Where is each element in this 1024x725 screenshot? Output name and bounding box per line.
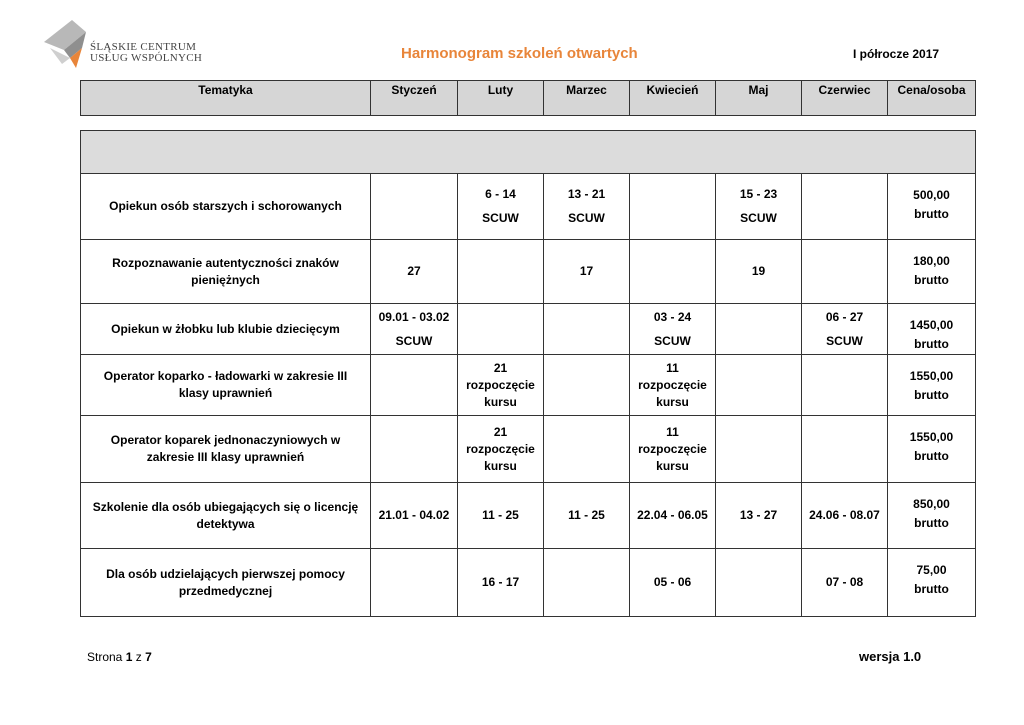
date-text: 06 - 27 bbox=[825, 309, 864, 324]
date-text: 13 - 27 bbox=[739, 508, 778, 522]
price-cell bbox=[888, 549, 976, 617]
date-text: 19 bbox=[751, 264, 766, 278]
month-cell bbox=[802, 174, 888, 240]
month-cell bbox=[716, 304, 802, 355]
topic-cell: Opiekun osób starszych i schorowanych bbox=[81, 174, 371, 240]
price-cell bbox=[888, 174, 976, 240]
month-cell bbox=[802, 416, 888, 483]
month-cell bbox=[371, 549, 458, 617]
date-text: 09.01 - 03.02 bbox=[378, 309, 450, 324]
price-unit: brutto bbox=[914, 207, 949, 221]
month-cell bbox=[544, 174, 630, 240]
price-cell bbox=[888, 240, 976, 304]
date-text: 21 bbox=[493, 424, 508, 439]
col-header-apr: Kwiecień bbox=[630, 81, 716, 116]
document-title: Harmonogram szkoleń otwartych bbox=[401, 45, 638, 62]
month-cell bbox=[544, 304, 630, 355]
table-row bbox=[81, 483, 976, 549]
month-cell bbox=[371, 416, 458, 483]
month-cell bbox=[458, 416, 544, 483]
table-row bbox=[81, 174, 976, 240]
column-header-table bbox=[80, 80, 976, 116]
price-value: 1550,00 bbox=[909, 369, 954, 383]
month-cell bbox=[371, 483, 458, 549]
month-cell bbox=[458, 355, 544, 416]
date-text: 24.06 - 08.07 bbox=[809, 508, 880, 522]
topic-cell: Operator koparek jednonaczyniowych w zakresie III klasy uprawnień bbox=[81, 416, 371, 483]
month-cell bbox=[716, 174, 802, 240]
price-unit: brutto bbox=[914, 449, 949, 463]
price-value: 850,00 bbox=[913, 497, 950, 511]
col-header-may: Maj bbox=[716, 81, 802, 116]
price-value: 180,00 bbox=[913, 254, 950, 268]
month-cell bbox=[630, 304, 716, 355]
logo-text: ŚLĄSKIE CENTRUM USŁUG WSPÓLNYCH bbox=[90, 41, 203, 64]
month-cell bbox=[802, 549, 888, 617]
table-row bbox=[81, 240, 976, 304]
price-unit: brutto bbox=[914, 388, 949, 402]
date-text: kursu bbox=[656, 458, 689, 473]
col-header-feb: Luty bbox=[458, 81, 544, 116]
month-cell bbox=[544, 240, 630, 304]
date-text: 11 - 25 bbox=[568, 508, 605, 522]
month-cell bbox=[716, 240, 802, 304]
col-header-jun: Czerwiec bbox=[802, 81, 888, 116]
month-cell bbox=[371, 355, 458, 416]
header-row bbox=[81, 81, 976, 116]
topic-cell: Opiekun w żłobku lub klubie dziecięcym bbox=[81, 304, 371, 355]
version-label: wersja 1.0 bbox=[859, 649, 922, 664]
date-text: SCUW bbox=[395, 333, 433, 348]
date-text: rozpoczęcie bbox=[638, 377, 707, 392]
date-text: kursu bbox=[484, 394, 517, 409]
price-value: 75,00 bbox=[916, 563, 947, 577]
date-text: 03 - 24 bbox=[653, 309, 692, 324]
month-cell bbox=[802, 304, 888, 355]
col-header-price: Cena/osoba bbox=[888, 81, 976, 116]
month-cell bbox=[371, 240, 458, 304]
price-unit: brutto bbox=[914, 273, 949, 287]
month-cell bbox=[716, 355, 802, 416]
month-cell bbox=[802, 240, 888, 304]
price-unit: brutto bbox=[914, 582, 949, 596]
month-cell bbox=[716, 416, 802, 483]
date-text: 11 bbox=[666, 424, 679, 439]
date-text: kursu bbox=[656, 394, 689, 409]
price-value: 500,00 bbox=[913, 188, 950, 202]
price-cell bbox=[888, 416, 976, 483]
col-header-mar: Marzec bbox=[544, 81, 630, 116]
section-band-cell bbox=[81, 131, 976, 174]
month-cell bbox=[458, 483, 544, 549]
date-text: SCUW bbox=[826, 333, 863, 348]
table-row bbox=[81, 549, 976, 617]
month-cell bbox=[630, 549, 716, 617]
month-cell bbox=[802, 483, 888, 549]
month-cell bbox=[544, 483, 630, 549]
date-text: 11 - 25 bbox=[482, 508, 519, 522]
date-text: 15 - 23 bbox=[739, 187, 778, 201]
col-header-jan: Styczeń bbox=[371, 81, 458, 116]
col-header-topic: Tematyka bbox=[81, 81, 371, 116]
month-cell bbox=[458, 174, 544, 240]
month-cell bbox=[544, 416, 630, 483]
month-cell bbox=[371, 174, 458, 240]
month-cell bbox=[544, 549, 630, 617]
table-row bbox=[81, 355, 976, 416]
price-value: 1550,00 bbox=[909, 430, 954, 444]
date-text: 22.04 - 06.05 bbox=[637, 508, 708, 522]
topic-cell: Operator koparko - ładowarki w zakresie III klasy uprawnień bbox=[81, 355, 371, 416]
topic-cell: Dla osób udzielających pierwszej pomocy przedmedycznej bbox=[81, 549, 371, 617]
date-text: SCUW bbox=[482, 211, 519, 225]
date-text: rozpoczęcie bbox=[638, 441, 707, 456]
month-cell bbox=[630, 174, 716, 240]
month-cell bbox=[716, 483, 802, 549]
price-cell bbox=[888, 304, 976, 355]
schedule-table bbox=[80, 130, 976, 617]
table-row bbox=[81, 416, 976, 483]
date-text: SCUW bbox=[654, 333, 691, 348]
date-text: 27 bbox=[407, 264, 421, 278]
month-cell bbox=[630, 483, 716, 549]
date-text: 21.01 - 04.02 bbox=[378, 508, 450, 522]
date-text: 05 - 06 bbox=[653, 575, 692, 589]
date-text: kursu bbox=[484, 458, 517, 473]
period-label: I półrocze 2017 bbox=[853, 47, 940, 61]
price-cell bbox=[888, 355, 976, 416]
month-cell bbox=[802, 355, 888, 416]
month-cell bbox=[371, 304, 458, 355]
date-text: 6 - 14 bbox=[485, 187, 516, 201]
date-text: 21 bbox=[493, 360, 508, 375]
price-value: 1450,00 bbox=[909, 318, 954, 332]
month-cell bbox=[630, 355, 716, 416]
date-text: 13 - 21 bbox=[567, 187, 606, 201]
date-text: 07 - 08 bbox=[825, 575, 864, 589]
month-cell bbox=[630, 240, 716, 304]
month-cell bbox=[716, 549, 802, 617]
price-unit: brutto bbox=[914, 516, 949, 530]
date-text: 17 bbox=[579, 264, 594, 278]
date-text: 11 bbox=[666, 360, 679, 375]
section-band bbox=[81, 131, 976, 174]
date-text: rozpoczęcie bbox=[466, 441, 535, 456]
date-text: SCUW bbox=[568, 211, 605, 225]
price-cell bbox=[888, 483, 976, 549]
date-text: rozpoczęcie bbox=[466, 377, 535, 392]
month-cell bbox=[544, 355, 630, 416]
page-number: Strona 1 z 7 bbox=[87, 650, 152, 664]
month-cell bbox=[458, 304, 544, 355]
month-cell bbox=[458, 549, 544, 617]
topic-cell: Rozpoznawanie autentyczności znaków pieniężnych bbox=[81, 240, 371, 304]
date-text: SCUW bbox=[740, 211, 777, 225]
price-unit: brutto bbox=[914, 337, 949, 351]
topic-cell: Szkolenie dla osób ubiegających się o licencję detektywa bbox=[81, 483, 371, 549]
month-cell bbox=[458, 240, 544, 304]
table-row bbox=[81, 304, 976, 355]
month-cell bbox=[630, 416, 716, 483]
date-text: 16 - 17 bbox=[481, 575, 520, 589]
